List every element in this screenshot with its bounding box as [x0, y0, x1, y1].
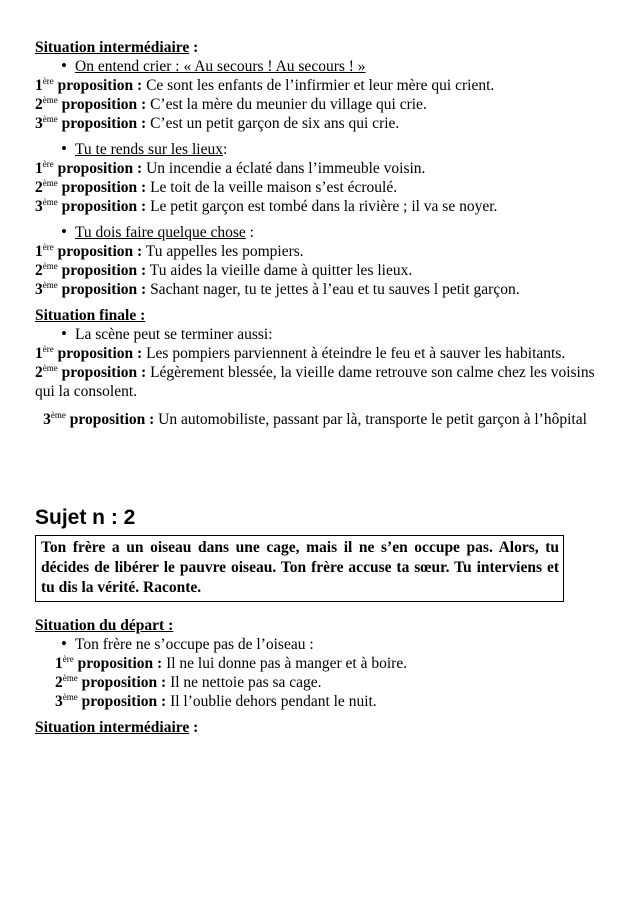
proposition-line: 3ème proposition : Il l’oublie dehors pendant le nuit.: [55, 692, 377, 710]
proposition-line: 1ère proposition : Tu appelles les pompiers.: [35, 242, 304, 260]
bullet-text: Ton frère ne s’occupe pas de l’oiseau :: [75, 636, 314, 653]
bullet-item: • Tu te rends sur les lieux:: [35, 140, 595, 159]
bullet-item: • Tu dois faire quelque chose :: [35, 223, 595, 242]
section-title: Situation intermédiaire: [35, 719, 190, 736]
section-heading: [35, 38, 595, 57]
section-title: Situation du départ :: [35, 617, 174, 634]
bullet-item: [35, 57, 595, 76]
subject-box: Ton frère a un oiseau dans une cage, mais il ne s’en occupe pas. Alors, tu décides de libérer le pauvre oiseau. Ton frère accuse ta sœur. Tu interviens et tu dis la vérité. Raconte.: [35, 535, 564, 602]
proposition-line: 1ère proposition : Ce sont les enfants de l’infirmier et leur mère qui crient.: [35, 76, 495, 94]
heading-colon: :: [189, 719, 199, 736]
bullet-text: Tu dois faire quelque chose: [75, 224, 246, 241]
bullet-item: [35, 635, 595, 654]
heading-colon: :: [189, 39, 199, 56]
bullet-text: On entend crier : « Au secours ! Au secours ! »: [75, 58, 366, 75]
proposition-line: 1ère proposition : Il ne lui donne pas à manger et à boire.: [55, 654, 408, 672]
bullet-text: Tu te rends sur les lieux: [75, 141, 223, 158]
proposition-line: 3ème proposition : Un automobiliste, passant par là, transporte le petit garçon à l’hôpital: [43, 410, 587, 428]
proposition-line: 1ère proposition : Un incendie a éclaté dans l’immeuble voisin.: [35, 159, 426, 177]
proposition-line: 2ème proposition : Il ne nettoie pas sa cage.: [55, 673, 322, 691]
proposition-line: 2ème proposition : Le toit de la veille maison s’est écroulé.: [35, 178, 398, 196]
section-title: Situation finale :: [35, 307, 146, 324]
proposition-line: 3ème proposition : C’est un petit garçon de six ans qui crie.: [35, 114, 400, 132]
proposition-line: 3ème proposition : Le petit garçon est tombé dans la rivière ; il va se noyer.: [35, 197, 498, 215]
section-title: Situation intermédiaire: [35, 39, 190, 56]
document-page: [35, 38, 595, 737]
bullet-text: La scène peut se terminer aussi:: [75, 326, 273, 343]
proposition-line: 3ème proposition : Sachant nager, tu te jettes à l’eau et tu sauves l petit garçon.: [35, 280, 520, 298]
subject-title: Sujet n : 2: [35, 506, 136, 529]
proposition-line: 2ème proposition : Tu aides la vieille dame à quitter les lieux.: [35, 261, 413, 279]
proposition-line: 2ème proposition : Légèrement blessée, la vieille dame retrouve son calme chez les voisins qui la consolent.: [35, 363, 595, 400]
section-heading: [35, 718, 595, 737]
proposition-line: 2ème proposition : C’est la mère du meunier du village qui crie.: [35, 95, 427, 113]
bullet-item: [35, 325, 595, 344]
proposition-line: 1ère proposition : Les pompiers parviennent à éteindre le feu et à sauver les habitants.: [35, 344, 566, 362]
